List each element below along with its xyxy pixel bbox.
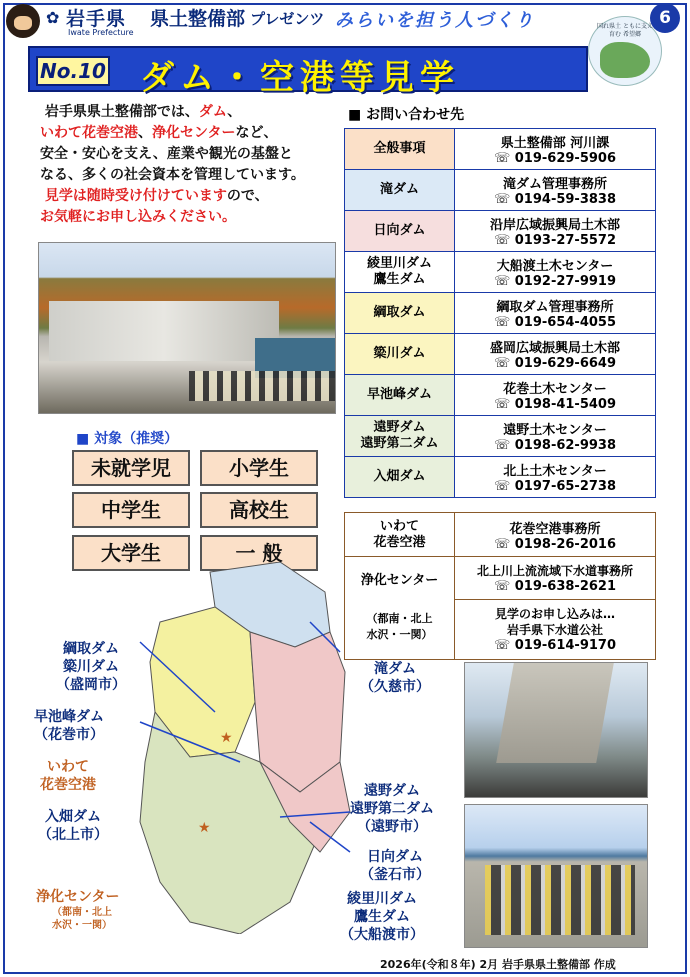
contact-header: ■ お問い合わせ先 [348, 107, 465, 123]
contact-cell [455, 170, 656, 211]
facility-name: 滝ダム [345, 170, 455, 211]
student-group [485, 865, 635, 935]
intro-line: など、 [235, 125, 278, 141]
intro-highlight: 浄化センター [152, 125, 236, 141]
phone-number: ☏ 0194-59-3838 [459, 192, 651, 207]
contact-table [344, 128, 656, 498]
contact-row [345, 170, 656, 211]
target-general: 一 般 [200, 535, 318, 571]
facility-contact-table [344, 512, 656, 660]
office-name: 北上土木センター [503, 464, 607, 479]
intro-highlight: ダム [198, 104, 228, 120]
target-university: 大学生 [72, 535, 190, 571]
presents-label: プレゼンツ [250, 10, 325, 28]
label-taki-dam: 滝ダム （久慈市） [360, 661, 430, 695]
contact-cell [455, 129, 656, 170]
office-name: 大船渡土木センター [496, 259, 614, 274]
facility-name: 全般事項 [345, 129, 455, 170]
office-name: 見学のお申し込みは… 岩手県下水道公社 [494, 607, 615, 638]
facility-name: 遠野ダム 遠野第二ダム [345, 416, 455, 457]
sewage-star: ★ [198, 820, 211, 836]
target-elementary: 小学生 [200, 450, 318, 486]
dam-tour-photo [38, 242, 336, 414]
facility-name: 早池峰ダム [345, 375, 455, 416]
contact-row [345, 252, 656, 293]
label-hayachine-dam: 早池峰ダム （花巻市） [34, 709, 104, 743]
label-ryori-dam: 綾里川ダム 鷹生ダム （大船渡市） [340, 891, 424, 943]
facility-name: 入畑ダム [345, 457, 455, 498]
facility-airport: いわて 花巻空港 [345, 513, 455, 557]
contact-row [345, 334, 656, 375]
dam-structure [49, 301, 279, 361]
prefecture-name: 岩手県 [66, 8, 127, 30]
visitor-group [189, 371, 336, 401]
office-name: 盛岡広域振興局土木部 [489, 341, 620, 356]
facility-name: 日向ダム [345, 211, 455, 252]
intro-text [40, 102, 340, 228]
contact-cell [455, 293, 656, 334]
intro-highlight: お気軽にお申し込みください。 [40, 209, 236, 225]
facility-name: 簗川ダム [345, 334, 455, 375]
department-name: 県土整備部 [150, 8, 246, 30]
phone-number: ☏ 019-638-2621 [459, 579, 651, 594]
phone-number: ☏ 0198-62-9938 [459, 438, 651, 453]
airport-star: ★ [220, 730, 233, 746]
intro-line: 岩手県県土整備部では、 [44, 104, 199, 120]
contact-cell [455, 416, 656, 457]
facility-name: 綾里川ダム 鷹生ダム [345, 252, 455, 293]
mascot-icon [6, 4, 40, 38]
office-name: 綱取ダム管理事務所 [496, 300, 614, 315]
contact-cell [455, 334, 656, 375]
target-high-school: 高校生 [200, 492, 318, 528]
contact-row [345, 457, 656, 498]
intro-line: なる、多くの社会資本を管理しています。 [40, 167, 305, 183]
contact-row [345, 293, 656, 334]
label-sewage-areas: （都南・北上 水沢・一関） [52, 907, 112, 931]
contact-row [345, 416, 656, 457]
dam-visit-photo-2 [464, 662, 648, 798]
header [0, 0, 690, 40]
phone-number: ☏ 019-629-6649 [459, 356, 651, 371]
target-preschool: 未就学児 [72, 450, 190, 486]
iwate-map-icon [600, 42, 650, 78]
office-name: 花巻空港事務所 [509, 521, 601, 537]
facility-sewage-areas: （都南・北上 水沢・一関） [366, 612, 433, 641]
office-name: 北上川上流流域下水道事務所 [476, 564, 633, 579]
contact-cell [455, 600, 656, 660]
label-hinata-dam: 日向ダム （釜石市） [360, 849, 430, 883]
tagline: みらいを担う人づくり [335, 10, 535, 31]
intro-line: 、 [138, 125, 152, 141]
phone-number: ☏ 019-629-5906 [459, 151, 651, 166]
intro-highlight: いわて花巻空港 [40, 125, 138, 141]
prefecture-emblem-icon: ✿ [46, 8, 60, 27]
contact-cell [455, 211, 656, 252]
contact-row [345, 211, 656, 252]
office-name: 県土整備部 河川課 [500, 136, 610, 151]
dam-wall [496, 663, 614, 763]
office-name: 花巻土木センター [503, 382, 607, 397]
phone-number: ☏ 0193-27-5572 [459, 233, 651, 248]
facility-sewage [345, 557, 455, 660]
contact-cell [455, 557, 656, 600]
phone-number: ☏ 019-614-9170 [459, 638, 651, 653]
dam-visit-photo-3 [464, 804, 648, 948]
footer-credit: 2026年(令和８年) 2月 岩手県県土整備部 作成 [380, 958, 616, 971]
intro-highlight: 見学は随時受け付けています [44, 188, 227, 204]
contact-cell [455, 457, 656, 498]
office-name: 滝ダム管理事務所 [502, 177, 607, 192]
title-banner [28, 46, 588, 98]
prefecture-name-en: Iwate Prefecture [68, 28, 134, 37]
label-sewage-center: 浄化センター [36, 889, 120, 905]
page-title: ダム・空港等見学 [140, 58, 460, 98]
phone-number: ☏ 0197-65-2738 [459, 479, 651, 494]
contact-row [345, 129, 656, 170]
iwate-map [130, 562, 360, 934]
label-hanamaki-airport: いわて 花巻空港 [40, 759, 96, 793]
phone-number: ☏ 0192-27-9919 [459, 274, 651, 289]
page-number-badge: 6 [650, 3, 680, 33]
issue-number: No.10 [36, 56, 110, 86]
office-name: 遠野土木センター [503, 423, 607, 438]
label-tono-dam: 遠野ダム 遠野第二ダム （遠野市） [350, 783, 434, 835]
office-name: 沿岸広域振興局土木部 [489, 218, 620, 233]
phone-number: ☏ 019-654-4055 [459, 315, 651, 330]
contact-cell [455, 375, 656, 416]
contact-cell [455, 252, 656, 293]
hope-logo-text: 国れ県土 ともに支え育む 希望郷 [597, 23, 653, 38]
label-irihata-dam: 入畑ダム （北上市） [38, 809, 108, 843]
target-header: ■ 対象（推奨） [76, 431, 179, 447]
facility-sewage-name: 浄化センター [360, 573, 439, 588]
hope-logo [588, 16, 662, 86]
facility-name: 綱取ダム [345, 293, 455, 334]
phone-number: ☏ 0198-26-2016 [459, 537, 651, 552]
target-junior-high: 中学生 [72, 492, 190, 528]
phone-number: ☏ 0198-41-5409 [459, 397, 651, 412]
contact-cell [455, 513, 656, 557]
contact-row [345, 375, 656, 416]
intro-line: 安全・安心を支え、産業や観光の基盤と [40, 146, 293, 162]
intro-line: ので、 [226, 188, 269, 204]
intro-line: 、 [227, 104, 242, 120]
label-tsunatori-dam: 綱取ダム 簗川ダム （盛岡市） [56, 641, 126, 693]
